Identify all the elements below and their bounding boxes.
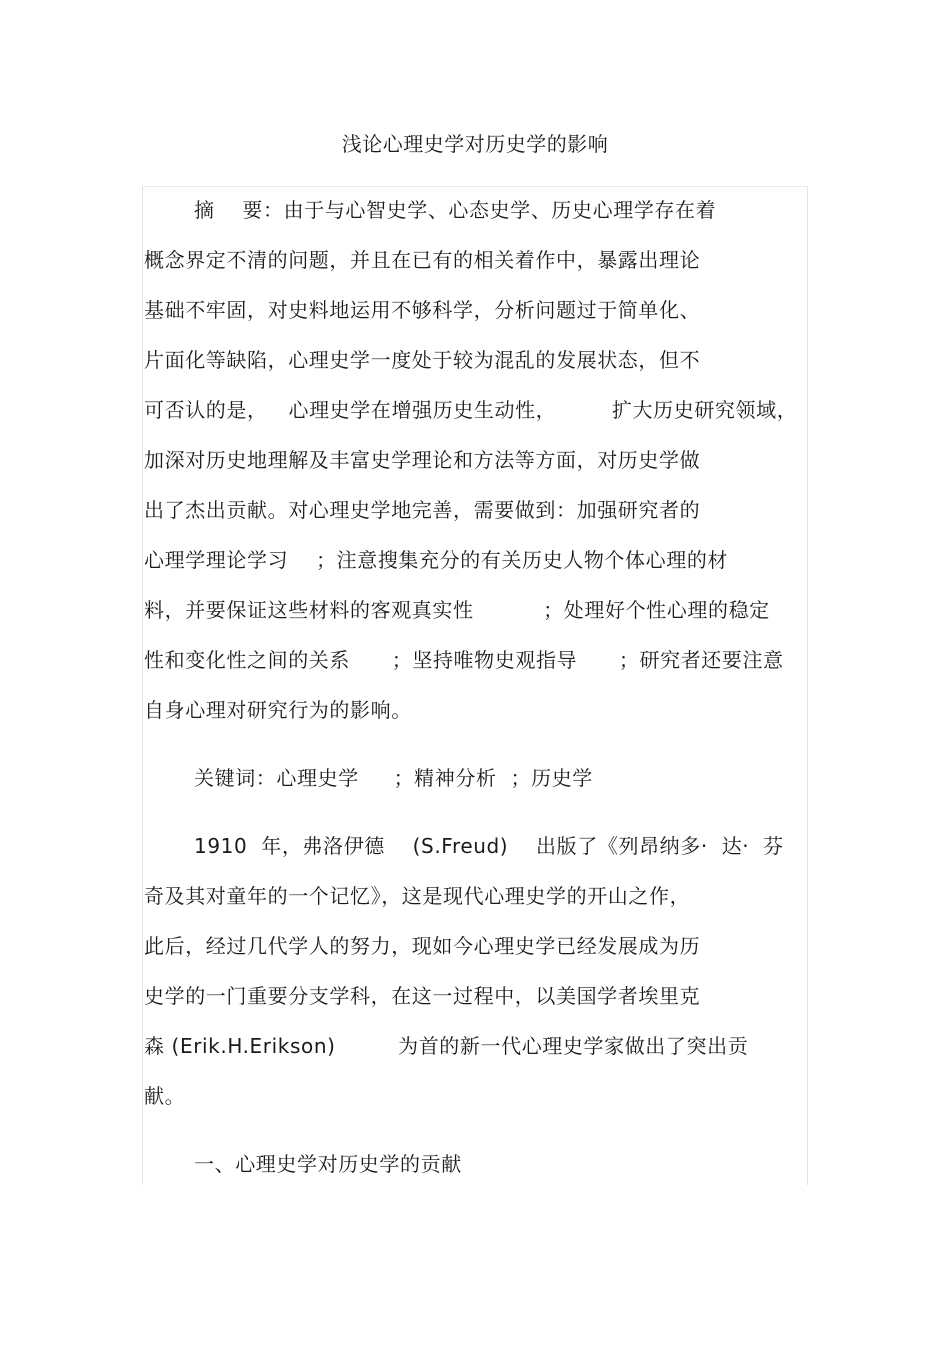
abstract-line: 料，并要保证这些材料的客观真实性 ；处理好个性心理的稳定 xyxy=(144,598,770,622)
intro-line: 森 (Erik.H.Erikson) 为首的新一代心理史学家做出了突出贡 xyxy=(144,1034,749,1058)
abstract-line: 片面化等缺陷，心理史学一度处于较为混乱的发展状态，但不 xyxy=(144,348,701,372)
abstract-line: 出了杰出贡献。对心理史学地完善，需要做到：加强研究者的 xyxy=(144,498,701,522)
abstract-line: 性和变化性之间的关系 ；坚持唯物史观指导 ；研究者还要注意 xyxy=(144,648,784,672)
document-title: 浅论心理史学对历史学的影响 xyxy=(341,132,609,156)
intro-line: 奇及其对童年的一个记忆》，这是现代心理史学的开山之作， xyxy=(144,884,691,908)
abstract-line: 自身心理对研究行为的影响。 xyxy=(144,698,412,722)
intro-line: 此后，经过几代学人的努力，现如今心理史学已经发展成为历 xyxy=(144,934,701,958)
abstract-line: 概念界定不清的问题，并且在已有的相关着作中，暴露出理论 xyxy=(144,248,701,272)
abstract-line: 摘 要：由于与心智史学、心态史学、历史心理学存在着 xyxy=(194,198,717,222)
abstract-line: 心理学理论学习 ；注意搜集充分的有关历史人物个体心理的材 xyxy=(144,548,729,572)
abstract-line: 可否认的是， 心理史学在增强历史生动性， 扩大历史研究领域， xyxy=(144,398,798,422)
keywords-line: 关键词：心理史学 ；精神分析 ；历史学 xyxy=(194,766,593,790)
abstract-line: 加深对历史地理解及丰富史学理论和方法等方面，对历史学做 xyxy=(144,448,701,472)
intro-line: 1910 年，弗洛伊德 (S.Freud) 出版了《列昂纳多· 达· 芬 xyxy=(194,834,784,858)
intro-line: 史学的一门重要分支学科，在这一过程中，以美国学者埃里克 xyxy=(144,984,701,1008)
abstract-line: 基础不牢固，对史料地运用不够科学，分析问题过于简单化、 xyxy=(144,298,701,322)
section-heading: 一、心理史学对历史学的贡献 xyxy=(194,1152,462,1176)
intro-line: 献。 xyxy=(144,1084,186,1108)
